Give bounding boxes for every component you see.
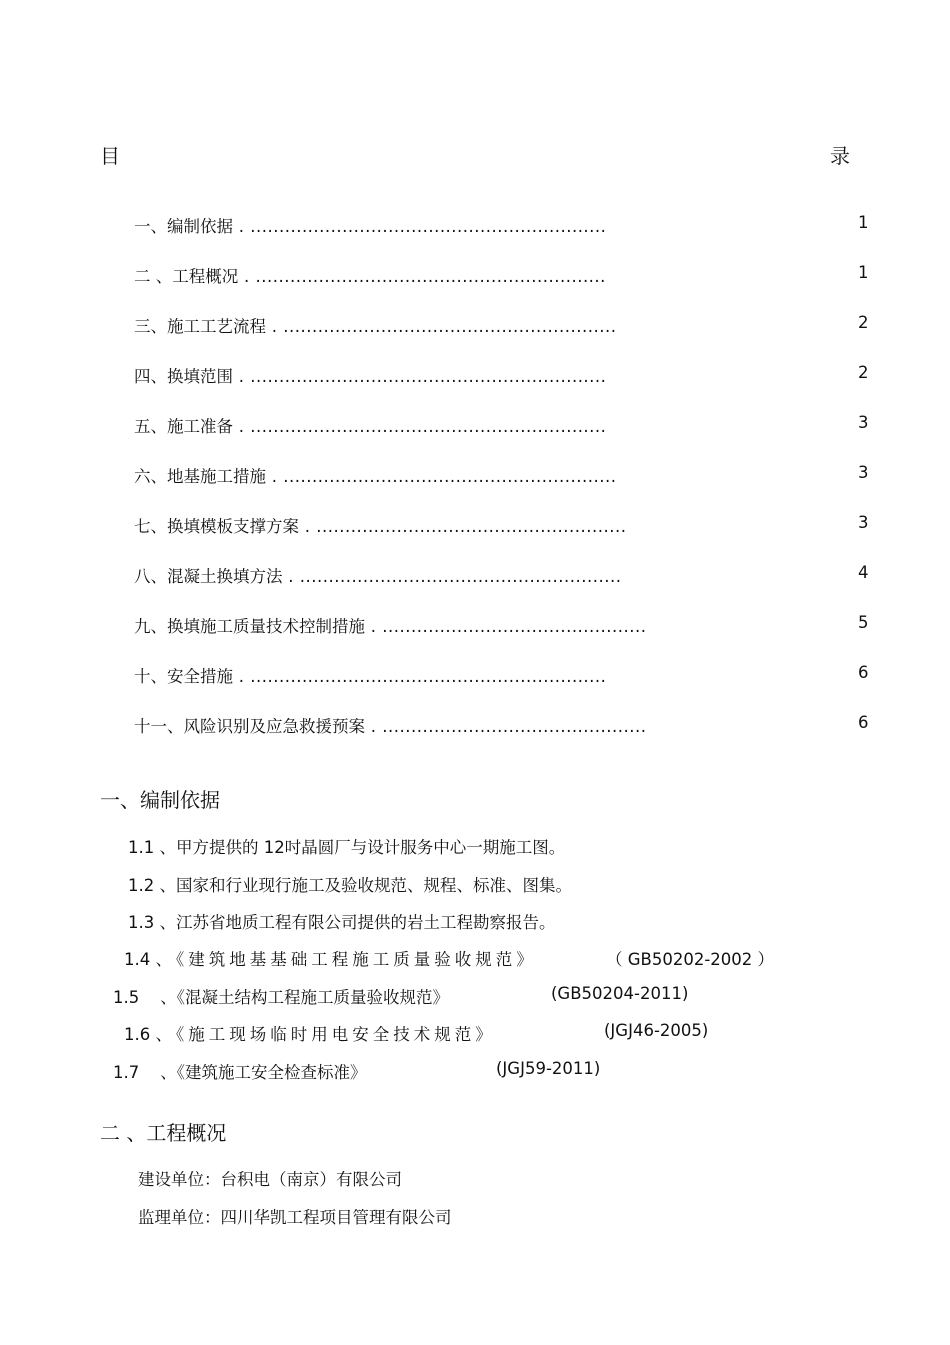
toc-entry[interactable] xyxy=(134,663,606,687)
toc-entry-page: 6 xyxy=(858,663,869,682)
toc-entry-page: 1 xyxy=(858,263,869,282)
toc-entry-label: 四、换填范围 xyxy=(134,367,233,386)
toc-entry-dots: . .............................................................. xyxy=(233,217,607,236)
owner-unit-line: 建设单位：台积电（南京）有限公司 xyxy=(138,1170,402,1189)
toc-entry-label: 三、施工工艺流程 xyxy=(134,317,266,336)
toc-entry-label: 六、地基施工措施 xyxy=(134,467,266,486)
toc-entry-dots: . .............................................................. xyxy=(233,667,607,686)
toc-entry-label: 二 、工程概况 xyxy=(134,267,239,286)
supervisor-unit-line: 监理单位：四川华凯工程项目管理有限公司 xyxy=(138,1208,452,1227)
toc-entry-page: 2 xyxy=(858,313,869,332)
toc-entry-label: 八、混凝土换填方法 xyxy=(134,567,283,586)
toc-entry-label: 五、施工准备 xyxy=(134,417,233,436)
toc-entry-page: 6 xyxy=(858,713,869,732)
basis-item xyxy=(124,946,537,970)
toc-entry-page: 3 xyxy=(858,513,869,532)
basis-item-text: 、《建筑施工安全检查标准》 xyxy=(160,1063,367,1082)
basis-item xyxy=(128,834,565,858)
toc-title-right: 录 xyxy=(830,144,850,168)
basis-item xyxy=(128,909,556,933)
toc-entry-page: 4 xyxy=(858,563,869,582)
basis-item-number: 1.5 xyxy=(113,988,140,1007)
basis-item xyxy=(124,1021,496,1045)
toc-entry-page: 5 xyxy=(858,613,869,632)
basis-item-text: 、江苏省地质工程有限公司提供的岩土工程勘察报告。 xyxy=(159,913,556,932)
toc-entry[interactable] xyxy=(134,613,647,637)
toc-entry-dots: . ...................................................... xyxy=(299,517,627,536)
basis-item-number: 1.2 xyxy=(128,876,155,895)
toc-entry-dots: . .......................................................... xyxy=(266,317,617,336)
toc-entry[interactable] xyxy=(134,413,606,437)
basis-item-number: 1.3 xyxy=(128,913,155,932)
toc-entry[interactable] xyxy=(134,263,606,287)
basis-item-code: (JGJ46-2005) xyxy=(604,1021,709,1040)
basis-item-number: 1.4 xyxy=(124,950,151,969)
toc-entry[interactable] xyxy=(134,513,626,537)
toc-entry[interactable] xyxy=(134,213,606,237)
toc-entry-dots: . .............................................................. xyxy=(233,417,607,436)
toc-entry-page: 3 xyxy=(858,413,869,432)
basis-item xyxy=(113,984,449,1008)
toc-entry-dots: . .............................................. xyxy=(365,617,647,636)
toc-entry-dots: . .............................................. xyxy=(365,717,647,736)
basis-item xyxy=(128,872,572,896)
basis-item xyxy=(113,1059,366,1083)
toc-entry-label: 十一、风险识别及应急救援预案 xyxy=(134,717,365,736)
toc-entry-label: 一、编制依据 xyxy=(134,217,233,236)
section-heading-1: 一、编制依据 xyxy=(100,788,220,812)
toc-entry-dots: . .............................................................. xyxy=(233,367,607,386)
basis-item-code: (JGJ59-2011) xyxy=(496,1059,601,1078)
toc-entry-label: 九、换填施工质量技术控制措施 xyxy=(134,617,365,636)
toc-entry-page: 3 xyxy=(858,463,869,482)
basis-item-text: 、《混凝土结构工程施工质量验收规范》 xyxy=(160,988,449,1007)
toc-entry-page: 2 xyxy=(858,363,869,382)
basis-item-number: 1.6 xyxy=(124,1025,151,1044)
toc-title-left: 目 xyxy=(100,144,120,168)
toc-entry[interactable] xyxy=(134,563,621,587)
toc-entry-dots: . ............................................................. xyxy=(238,267,606,286)
basis-item-text: 、甲方提供的 12吋晶圆厂与设计服务中心一期施工图。 xyxy=(159,838,566,857)
toc-entry[interactable] xyxy=(134,313,616,337)
basis-item-number: 1.1 xyxy=(128,838,155,857)
toc-entry-dots: . ........................................................ xyxy=(282,567,622,586)
basis-item-code: (GB50204-2011) xyxy=(551,984,689,1003)
toc-entry[interactable] xyxy=(134,363,606,387)
toc-entry[interactable] xyxy=(134,713,647,737)
toc-entry-label: 十、安全措施 xyxy=(134,667,233,686)
basis-item-text: 、《建筑地基基础工程施工质量验收规范》 xyxy=(155,950,537,969)
basis-item-text: 、《施工现场临时用电安全技术规范》 xyxy=(155,1025,496,1044)
section-heading-2: 二 、工程概况 xyxy=(100,1121,227,1145)
toc-entry[interactable] xyxy=(134,463,616,487)
toc-entry-page: 1 xyxy=(858,213,869,232)
basis-item-number: 1.7 xyxy=(113,1063,140,1082)
basis-item-text: 、国家和行业现行施工及验收规范、规程、标准、图集。 xyxy=(159,876,572,895)
toc-entry-label: 七、换填模板支撑方案 xyxy=(134,517,299,536)
toc-entry-dots: . .......................................................... xyxy=(266,467,617,486)
basis-item-code: （ GB50202-2002 ） xyxy=(606,950,775,969)
